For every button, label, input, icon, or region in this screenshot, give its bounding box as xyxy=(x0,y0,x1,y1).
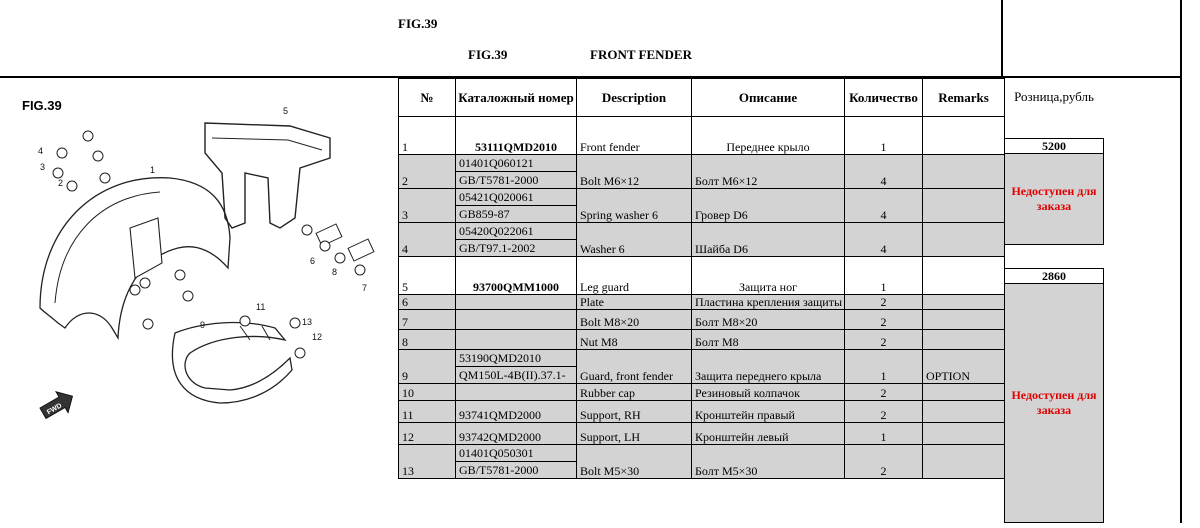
price-header: Розница,рубль xyxy=(1014,89,1094,104)
price-rows-6-13-unavailable: Недоступен для заказа xyxy=(1004,283,1104,523)
description-en: Washer 6 xyxy=(577,223,692,257)
col-header-number: № xyxy=(399,79,456,117)
description-ru: Болт М5×30 xyxy=(692,445,845,479)
svg-text:4: 4 xyxy=(38,146,44,156)
svg-text:11: 11 xyxy=(256,302,266,312)
table-row xyxy=(399,350,1005,384)
description-ru: Защита ног xyxy=(692,257,845,295)
table-row xyxy=(399,295,1005,310)
description-ru: Болт М8×20 xyxy=(692,310,845,330)
catalog-number: 01401Q060121 xyxy=(456,155,576,172)
col-header-catalog-number: Каталожный номер xyxy=(456,79,577,117)
svg-text:6: 6 xyxy=(310,256,316,266)
fig-label-second: FIG.39 xyxy=(468,47,508,62)
svg-text:5: 5 xyxy=(283,106,289,116)
description-en: Spring washer 6 xyxy=(577,189,692,223)
quantity: 1 xyxy=(845,423,923,445)
quantity: 4 xyxy=(845,155,923,189)
remarks xyxy=(923,310,1005,330)
svg-text:13: 13 xyxy=(302,317,313,327)
catalog-number: 93741QMD2000 xyxy=(456,401,577,423)
exploded-parts-diagram xyxy=(0,78,398,523)
svg-text:12: 12 xyxy=(312,332,323,342)
row-number: 5 xyxy=(399,257,456,295)
remarks xyxy=(923,295,1005,310)
row-number: 2 xyxy=(399,155,456,189)
description-ru: Переднее крыло xyxy=(692,117,845,155)
row-number: 8 xyxy=(399,330,456,350)
table-row xyxy=(399,330,1005,350)
quantity: 2 xyxy=(845,384,923,401)
remarks xyxy=(923,257,1005,295)
catalog-number xyxy=(456,295,577,310)
remarks xyxy=(923,223,1005,257)
svg-text:3: 3 xyxy=(40,162,46,172)
section-title: FRONT FENDER xyxy=(590,47,692,62)
fwd-arrow-icon xyxy=(37,386,78,424)
description-ru: Пластина крепления защиты xyxy=(692,295,845,310)
row-number: 4 xyxy=(399,223,456,257)
catalog-number-cell xyxy=(456,350,577,384)
col-header-quantity: Количество xyxy=(845,79,923,117)
catalog-number xyxy=(456,384,577,401)
description-en: Guard, front fender xyxy=(577,350,692,384)
fig-label-top: FIG.39 xyxy=(398,16,438,31)
quantity: 1 xyxy=(845,257,923,295)
description-en: Front fender xyxy=(577,117,692,155)
remarks xyxy=(923,401,1005,423)
col-header-remarks: Remarks xyxy=(923,79,1005,117)
col-header-description-ru: Описание xyxy=(692,79,845,117)
catalog-number: 53190QMD2010 xyxy=(456,350,576,367)
description-ru: Резиновый колпачок xyxy=(692,384,845,401)
remarks xyxy=(923,423,1005,445)
quantity: 2 xyxy=(845,445,923,479)
row-number: 7 xyxy=(399,310,456,330)
table-row xyxy=(399,155,1005,189)
description-en: Bolt M8×20 xyxy=(577,310,692,330)
price-row-5: 2860 xyxy=(1004,268,1104,284)
price-column xyxy=(1004,78,1104,523)
description-en: Bolt M6×12 xyxy=(577,155,692,189)
svg-text:FWD: FWD xyxy=(45,402,64,417)
description-ru: Болт М6×12 xyxy=(692,155,845,189)
col-header-description: Description xyxy=(577,79,692,117)
table-row xyxy=(399,423,1005,445)
catalog-number: 01401Q050301 xyxy=(456,445,576,462)
remarks xyxy=(923,189,1005,223)
quantity: 2 xyxy=(845,310,923,330)
catalog-number xyxy=(456,330,577,350)
catalog-number-cell xyxy=(456,445,577,479)
quantity: 1 xyxy=(845,117,923,155)
table-header-row xyxy=(399,79,1005,117)
catalog-number-cell xyxy=(456,223,577,257)
price-row-1: 5200 xyxy=(1004,138,1104,154)
description-en: Rubber cap xyxy=(577,384,692,401)
table-row xyxy=(399,189,1005,223)
quantity: 2 xyxy=(845,295,923,310)
remarks: OPTION xyxy=(923,350,1005,384)
table-row xyxy=(399,310,1005,330)
remarks xyxy=(923,445,1005,479)
table-row xyxy=(399,384,1005,401)
catalog-number: 05420Q022061 xyxy=(456,223,576,240)
catalog-number: QM150L-4B(II).37.1- xyxy=(459,368,566,382)
svg-text:2: 2 xyxy=(58,178,64,188)
table-row xyxy=(399,445,1005,479)
remarks xyxy=(923,155,1005,189)
svg-text:7: 7 xyxy=(362,283,368,293)
row-number: 11 xyxy=(399,401,456,423)
header-divider-vertical xyxy=(1001,0,1003,78)
description-ru: Кронштейн правый xyxy=(692,401,845,423)
quantity: 2 xyxy=(845,330,923,350)
row-number: 6 xyxy=(399,295,456,310)
catalog-number: GB859-87 xyxy=(459,207,510,221)
row-number: 3 xyxy=(399,189,456,223)
svg-text:8: 8 xyxy=(332,267,338,277)
catalog-number: GB/T5781-2000 xyxy=(459,463,539,477)
catalog-number-cell xyxy=(456,155,577,189)
row-number: 1 xyxy=(399,117,456,155)
quantity: 2 xyxy=(845,401,923,423)
svg-text:1: 1 xyxy=(150,165,156,175)
diagram-fig-label: FIG.39 xyxy=(22,98,62,113)
description-ru: Защита переднего крыла xyxy=(692,350,845,384)
remarks xyxy=(923,117,1005,155)
description-en: Plate xyxy=(577,295,692,310)
table-row xyxy=(399,117,1005,155)
row-number: 13 xyxy=(399,445,456,479)
description-ru: Шайба D6 xyxy=(692,223,845,257)
catalog-number: GB/T5781-2000 xyxy=(459,173,539,187)
catalog-number: 93700QMM1000 xyxy=(456,257,577,295)
description-en: Nut M8 xyxy=(577,330,692,350)
row-number: 9 xyxy=(399,350,456,384)
catalog-number: 53111QMD2010 xyxy=(456,117,577,155)
description-en: Support, RH xyxy=(577,401,692,423)
description-en: Bolt M5×30 xyxy=(577,445,692,479)
catalog-number xyxy=(456,310,577,330)
right-border-line xyxy=(1180,0,1182,523)
table-row xyxy=(399,401,1005,423)
remarks xyxy=(923,384,1005,401)
description-ru: Кронштейн левый xyxy=(692,423,845,445)
description-ru: Гровер D6 xyxy=(692,189,845,223)
quantity: 4 xyxy=(845,189,923,223)
description-en: Support, LH xyxy=(577,423,692,445)
svg-text:9: 9 xyxy=(200,320,206,330)
catalog-number: 93742QMD2000 xyxy=(456,423,577,445)
row-number: 10 xyxy=(399,384,456,401)
quantity: 4 xyxy=(845,223,923,257)
catalog-number: 05421Q020061 xyxy=(456,189,576,206)
table-row xyxy=(399,223,1005,257)
row-number: 12 xyxy=(399,423,456,445)
price-rows-2-4-unavailable: Недоступен для заказа xyxy=(1004,153,1104,245)
parts-table xyxy=(398,78,1005,479)
remarks xyxy=(923,330,1005,350)
catalog-number-cell xyxy=(456,189,577,223)
catalog-number: GB/T97.1-2002 xyxy=(459,241,536,255)
quantity: 1 xyxy=(845,350,923,384)
description-ru: Болт М8 xyxy=(692,330,845,350)
table-row xyxy=(399,257,1005,295)
description-en: Leg guard xyxy=(577,257,692,295)
fender-guard-shape xyxy=(172,323,292,403)
